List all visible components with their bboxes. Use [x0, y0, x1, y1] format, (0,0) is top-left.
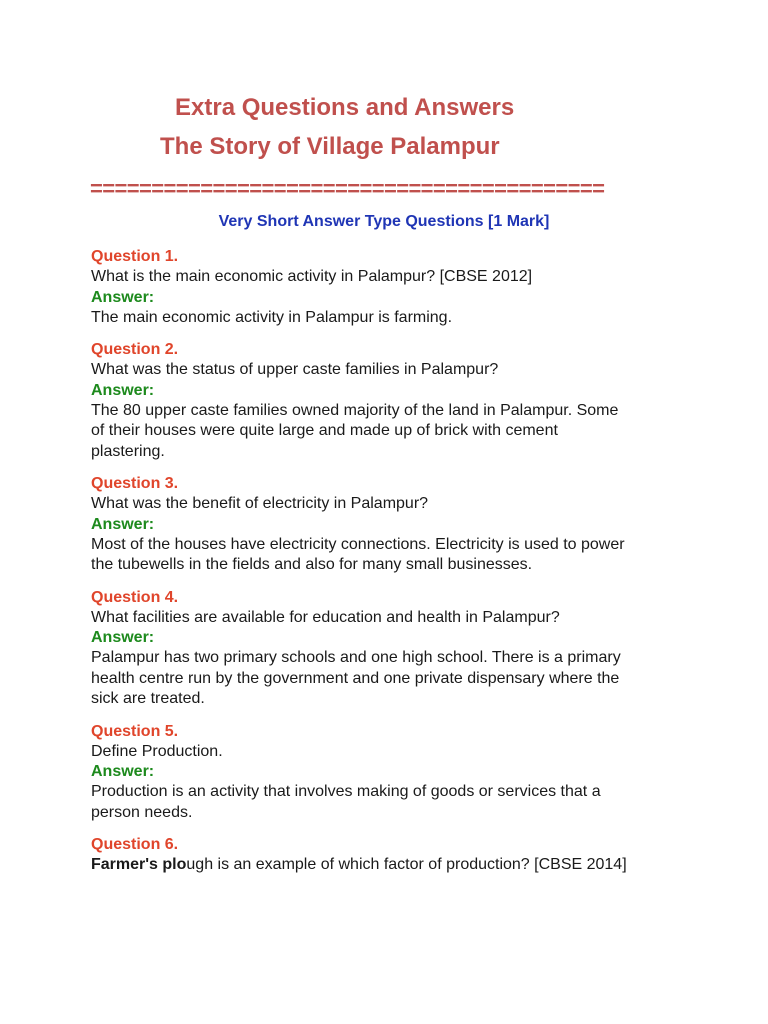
answer-line: person needs.: [91, 803, 193, 821]
question-label: Question 3.: [91, 475, 179, 492]
answer-label: Answer:: [91, 288, 155, 306]
document-subtitle: The Story of Village Palampur: [160, 133, 500, 160]
answer-label: Answer:: [91, 515, 155, 533]
answer-line: The 80 upper caste families owned majority of the land in Palampur. Some: [91, 401, 619, 419]
question-label: Question 2.: [91, 341, 179, 358]
qa-item: [91, 340, 691, 462]
answer-line: of their houses were quite large and made up of brick with cement: [91, 422, 558, 439]
answer-line: The main economic activity in Palampur is farming.: [91, 308, 453, 326]
answer-line: health centre run by the government and one private dispensary where the: [91, 669, 620, 687]
answer-label: Answer:: [91, 763, 155, 780]
answer-label: Answer:: [91, 381, 155, 399]
question-label: Question 6.: [91, 836, 179, 853]
question-text: What facilities are available for education and health in Palampur?: [91, 608, 560, 626]
answer-label: Answer:: [91, 629, 155, 646]
answer-line: Palampur has two primary schools and one high school. There is a primary: [91, 649, 621, 666]
question-list: [91, 247, 691, 888]
qa-item: [91, 835, 691, 876]
question-text: What was the benefit of electricity in Palampur?: [91, 495, 429, 512]
qa-item: [91, 588, 691, 710]
document-title: Extra Questions and Answers: [175, 94, 515, 121]
answer-line: the tubewells in the fields and also for many small businesses.: [91, 556, 533, 573]
answer-line: plastering.: [91, 442, 165, 460]
section-heading: Very Short Answer Type Questions [1 Mark]: [218, 213, 550, 230]
question-text: [91, 855, 691, 876]
question-text: What was the status of upper caste families in Palampur?: [91, 361, 499, 378]
answer-line: Most of the houses have electricity connections. Electricity is used to power: [91, 535, 625, 553]
qa-item: [91, 722, 691, 824]
question-label: Question 5.: [91, 722, 179, 740]
question-label: Question 4.: [91, 588, 179, 606]
answer-line: Production is an activity that involves making of goods or services that a: [91, 783, 601, 800]
question-text-bold-part: Farmer's plo: [91, 856, 187, 873]
answer-line: sick are treated.: [91, 690, 205, 707]
question-text: Define Production.: [91, 742, 223, 760]
title-divider: ==========================================: [90, 176, 605, 201]
qa-item: [91, 247, 691, 328]
question-label: Question 1.: [91, 248, 179, 265]
qa-item: [91, 474, 691, 576]
question-text: What is the main economic activity in Palampur? [CBSE 2012]: [91, 268, 533, 285]
question-text-rest: ugh is an example of which factor of production? [CBSE 2014]: [186, 856, 627, 873]
